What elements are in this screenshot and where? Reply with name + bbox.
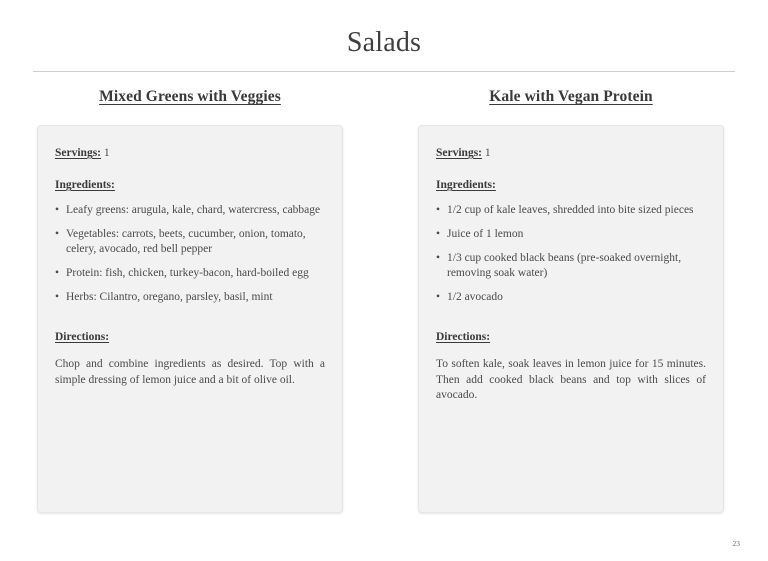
ingredients-label: Ingredients:	[436, 179, 496, 191]
directions-heading	[55, 330, 325, 344]
servings-line	[436, 146, 706, 160]
list-item	[436, 203, 706, 218]
directions-label: Directions:	[436, 331, 491, 343]
ingredient-text: Leafy greens: arugula, kale, chard, watercress, cabbage	[66, 204, 321, 216]
bullet-icon: •	[436, 252, 441, 264]
recipe-column-right	[418, 84, 724, 513]
servings-value: 1	[484, 147, 491, 159]
title-area	[0, 26, 768, 60]
ingredient-text: Protein: fish, chicken, turkey-bacon, hard-boiled egg	[66, 267, 309, 279]
list-item	[55, 266, 325, 281]
directions-text: Chop and combine ingredients as desired. Top with a simple dressing of lemon juice and a bit of olive oil.	[55, 358, 325, 386]
bullet-icon: •	[436, 204, 441, 216]
servings-label: Servings:	[436, 147, 482, 159]
bullet-icon: •	[436, 291, 441, 303]
servings-label: Servings:	[55, 147, 101, 159]
bullet-icon: •	[55, 228, 60, 240]
list-item	[55, 227, 325, 257]
servings-line	[55, 146, 325, 160]
ingredients-heading	[436, 178, 706, 192]
recipe-column-left	[37, 84, 343, 513]
page-title: Salads	[346, 27, 422, 58]
directions-text: To soften kale, soak leaves in lemon juice for 15 minutes. Then add cooked black beans and top with slices of avocado.	[436, 358, 706, 401]
servings-value: 1	[103, 147, 110, 159]
ingredients-label: Ingredients:	[55, 179, 115, 191]
ingredient-text: 1/2 cup of kale leaves, shredded into bite sized pieces	[447, 204, 694, 216]
list-item	[55, 290, 325, 305]
bullet-icon: •	[55, 291, 60, 303]
ingredients-list	[436, 203, 706, 305]
recipe-card-mixed-greens	[37, 125, 343, 513]
bullet-icon: •	[55, 267, 60, 279]
ingredient-text: Vegetables: carrots, beets, cucumber, onion, tomato, celery, avocado, red bell pepper	[66, 228, 306, 255]
directions-label: Directions:	[55, 331, 110, 343]
bullet-icon: •	[436, 228, 441, 240]
recipe-heading-kale-vegan-protein: Kale with Vegan Protein	[489, 88, 653, 105]
bullet-icon: •	[55, 204, 60, 216]
list-item	[55, 203, 325, 218]
ingredients-heading	[55, 178, 325, 192]
directions-heading	[436, 330, 706, 344]
list-item	[436, 251, 706, 281]
recipe-card-kale-vegan-protein	[418, 125, 724, 513]
ingredient-text: Herbs: Cilantro, oregano, parsley, basil, mint	[66, 291, 273, 303]
ingredient-text: Juice of 1 lemon	[447, 228, 524, 240]
list-item	[436, 290, 706, 305]
page-number: 23	[732, 539, 740, 548]
list-item	[436, 227, 706, 242]
ingredient-text: 1/2 avocado	[447, 291, 503, 303]
ingredients-list	[55, 203, 325, 305]
ingredient-text: 1/3 cup cooked black beans (pre-soaked overnight, removing soak water)	[447, 252, 682, 279]
recipe-heading-mixed-greens: Mixed Greens with Veggies	[99, 88, 281, 105]
title-divider	[33, 71, 735, 72]
